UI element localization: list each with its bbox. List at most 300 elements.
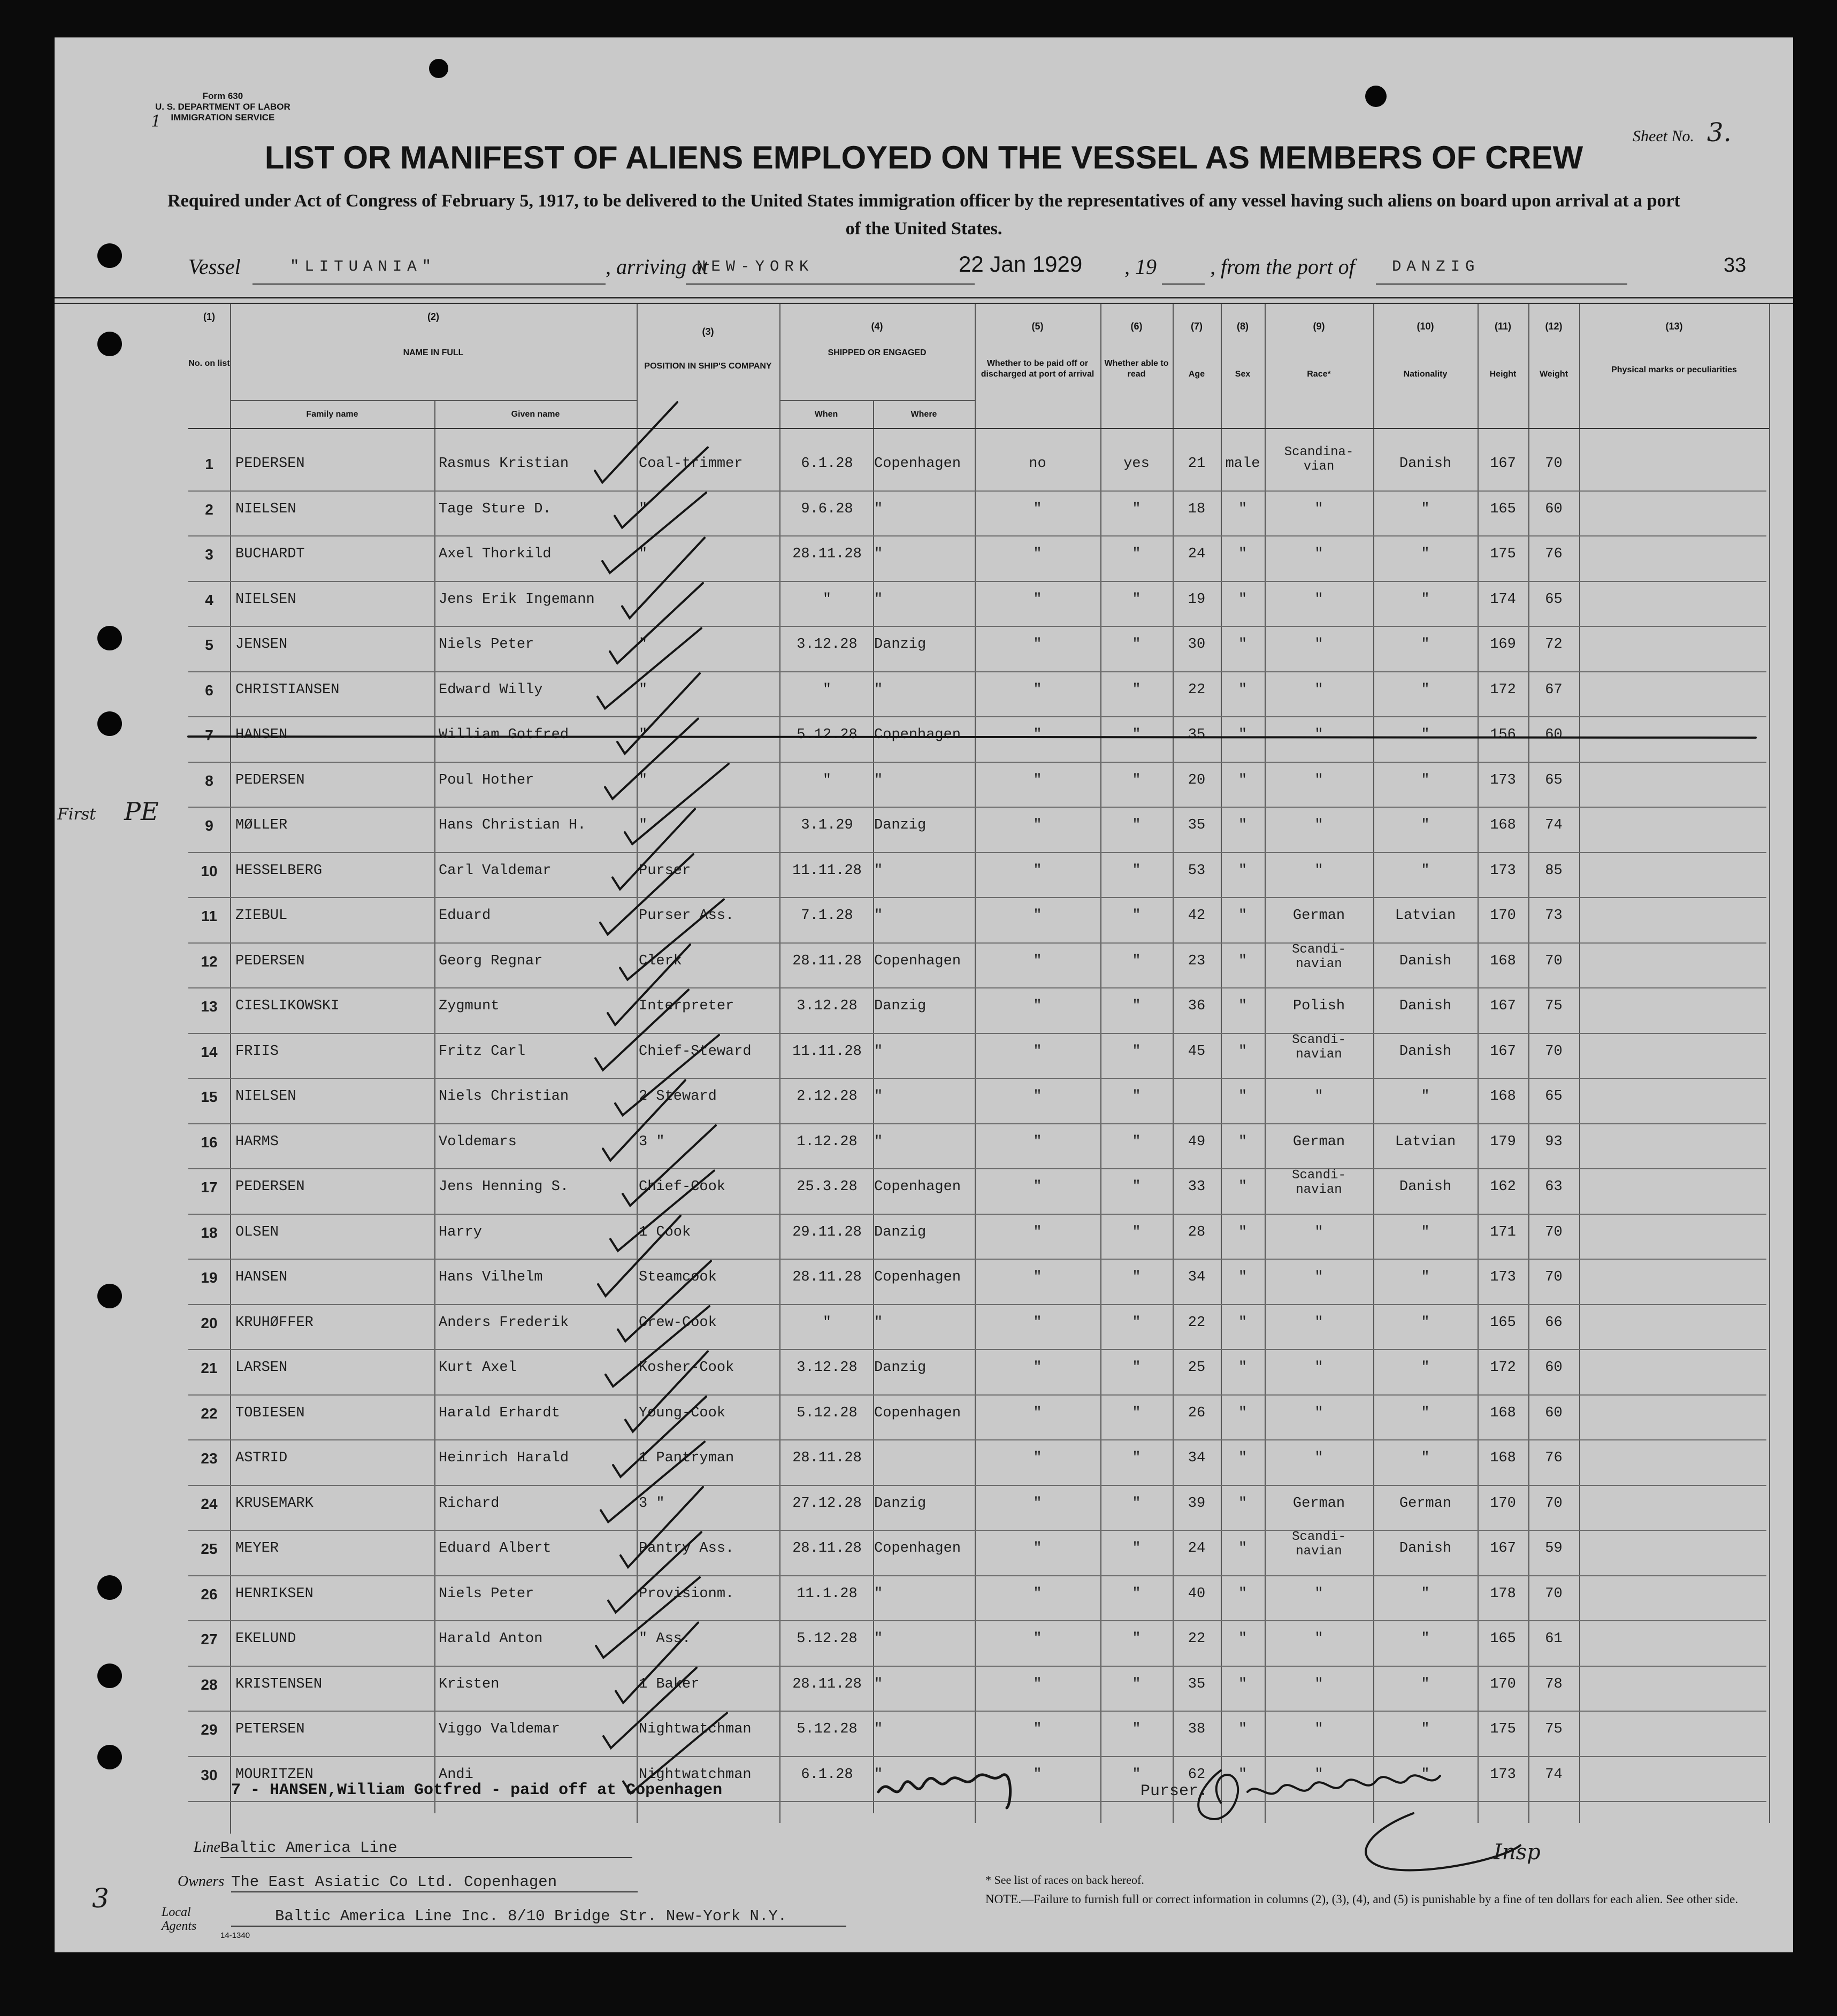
paid-off: " [1033, 1676, 1042, 1692]
nationality: " [1421, 1631, 1430, 1647]
family-name: OLSEN [235, 1224, 279, 1240]
race: " [1314, 1314, 1323, 1331]
form-label: Form 630 [202, 91, 243, 101]
given-name: William Gotfred [439, 727, 569, 743]
check-tick [613, 809, 695, 890]
paid-off: " [1033, 1043, 1042, 1060]
shipped-when: " [822, 681, 832, 698]
column-number: (8) [1237, 321, 1249, 332]
paid-off: " [1033, 1766, 1042, 1783]
page-subtitle: Required under Act of Congress of February 5, 1917, to be delivered to the United States immigration officer by the representatives of any vessel having such aliens on board upon arrival at a port of the United States. [167, 191, 1680, 239]
position: " Ass. [639, 1631, 691, 1647]
position: " [639, 772, 648, 788]
given-name: Viggo Valdemar [439, 1721, 560, 1737]
column-number: (2) [427, 311, 439, 322]
column-number: (1) [203, 311, 215, 322]
paid-off: " [1033, 1360, 1042, 1376]
position: 1 Baker [639, 1676, 700, 1692]
given-name: Carl Valdemar [439, 862, 552, 879]
given-name: Jens Erik Ingemann [439, 591, 595, 608]
shipped-where: Danzig [874, 998, 927, 1014]
given-name: Georg Regnar [439, 953, 543, 969]
height: 167 [1490, 1043, 1516, 1060]
family-name: HENRIKSEN [235, 1585, 313, 1602]
shipped-when: " [822, 1314, 832, 1331]
check-tick [623, 1125, 716, 1206]
crew-count: 33 [1724, 254, 1747, 277]
line-label: Line [194, 1839, 220, 1856]
paid-off: " [1033, 953, 1042, 969]
paid-off: " [1033, 817, 1042, 833]
paid-off: " [1033, 1224, 1042, 1240]
given-name: Richard [439, 1495, 500, 1512]
nationality: " [1421, 546, 1430, 562]
row-number: 19 [201, 1269, 218, 1286]
position: 1 Cook [639, 1224, 691, 1240]
sex: " [1238, 998, 1247, 1014]
family-name: PEDERSEN [235, 1179, 305, 1195]
given-name: Harry [439, 1224, 483, 1240]
position: 3 " [639, 1133, 665, 1150]
column-number: (12) [1545, 321, 1563, 332]
line-name: Baltic America Line [220, 1839, 397, 1857]
able-to-read: " [1132, 727, 1141, 743]
height: 165 [1490, 1631, 1516, 1647]
family-name: PEDERSEN [235, 772, 305, 788]
row-number: 17 [201, 1179, 218, 1195]
position: Chief-Steward [639, 1043, 752, 1060]
age: 30 [1188, 637, 1206, 653]
weight: 70 [1545, 1495, 1563, 1512]
race: Scandi- navian [1292, 1032, 1346, 1062]
margin-tick: 1 [151, 112, 162, 131]
check-tick [625, 764, 729, 844]
position: " [639, 727, 648, 743]
family-name: EKELUND [235, 1631, 296, 1647]
paid-off: " [1033, 1585, 1042, 1602]
height: 168 [1490, 1450, 1516, 1466]
given-name: Harald Erhardt [439, 1405, 560, 1421]
check-tick [620, 900, 724, 980]
race: " [1314, 772, 1323, 788]
paid-off: no [1029, 456, 1046, 472]
check-tick [621, 1487, 703, 1567]
shipped-where: Danzig [874, 1360, 927, 1376]
position: " [639, 681, 648, 698]
able-to-read: " [1132, 1405, 1141, 1421]
year-label: , 19 [1124, 255, 1157, 279]
race: " [1314, 1450, 1323, 1466]
shipped-when: 5.12.28 [797, 1405, 858, 1421]
nationality: Latvian [1395, 1133, 1456, 1150]
nationality: " [1421, 1269, 1430, 1285]
header-given-name: Given name [511, 410, 560, 419]
weight: 74 [1545, 817, 1563, 833]
shipped-where: " [874, 1766, 883, 1783]
sex: " [1238, 908, 1247, 924]
shipped-when: 9.6.28 [801, 501, 853, 517]
position: Young-Cook [639, 1405, 726, 1421]
paid-off: " [1033, 772, 1042, 788]
paid-off: " [1033, 591, 1042, 608]
position: Pantry Ass. [639, 1540, 734, 1557]
age: 22 [1188, 681, 1206, 698]
shipped-where: " [874, 1721, 883, 1737]
given-name: Heinrich Harald [439, 1450, 569, 1466]
family-name: JENSEN [235, 637, 288, 653]
nationality: " [1421, 1450, 1430, 1466]
header-physical-marks: Physical marks or peculiarities [1611, 365, 1737, 374]
row-number: 7 [205, 727, 213, 743]
position: Chief-Cook [639, 1179, 726, 1195]
height: 168 [1490, 1089, 1516, 1105]
race: " [1314, 1721, 1323, 1737]
able-to-read: " [1132, 591, 1141, 608]
from-port-label: , from the port of [1210, 255, 1355, 279]
paid-off: " [1033, 1540, 1042, 1557]
sheet-number-value: 3. [1706, 118, 1732, 148]
sex: " [1238, 1133, 1247, 1150]
shipped-when: 2.12.28 [797, 1089, 858, 1105]
able-to-read: " [1132, 501, 1141, 517]
given-name: Niels Christian [439, 1089, 569, 1105]
check-tick [605, 719, 698, 799]
sex: " [1238, 1089, 1247, 1105]
family-name: BUCHARDT [235, 546, 305, 562]
height: 173 [1490, 1269, 1516, 1285]
able-to-read: " [1132, 1721, 1141, 1737]
check-tick [610, 583, 703, 663]
given-name: Hans Vilhelm [439, 1269, 543, 1285]
race: German [1292, 1133, 1345, 1150]
age: 20 [1188, 772, 1206, 788]
shipped-when: 28.11.28 [792, 546, 862, 562]
given-name: Kurt Axel [439, 1360, 517, 1376]
weight: 60 [1545, 1360, 1563, 1376]
family-name: PETERSEN [235, 1721, 305, 1737]
position: 1 Pantryman [639, 1450, 734, 1466]
sex: " [1238, 1721, 1247, 1737]
sex: " [1238, 1495, 1247, 1512]
column-number: (5) [1031, 321, 1044, 332]
nationality: " [1421, 1360, 1430, 1376]
nationality: " [1421, 1766, 1430, 1783]
height: 173 [1490, 862, 1516, 879]
sex: " [1238, 817, 1247, 833]
given-name: Fritz Carl [439, 1043, 526, 1060]
paid-off: " [1033, 501, 1042, 517]
weight: 60 [1545, 501, 1563, 517]
family-name: TOBIESEN [235, 1405, 305, 1421]
header-when: When [814, 410, 838, 419]
row-number: 11 [201, 908, 217, 924]
sheet-label: Sheet No. [1633, 127, 1694, 145]
shipped-where: Danzig [874, 637, 927, 653]
age: 22 [1188, 1631, 1206, 1647]
given-name: Harald Anton [439, 1631, 543, 1647]
sex: " [1238, 1766, 1247, 1783]
family-name: ASTRID [235, 1450, 288, 1466]
height: 174 [1490, 591, 1516, 608]
height: 170 [1490, 1495, 1516, 1512]
age: 42 [1188, 908, 1206, 924]
shipped-where: Copenhagen [874, 1179, 961, 1195]
nationality: " [1421, 1405, 1430, 1421]
weight: 78 [1545, 1676, 1563, 1692]
race: " [1314, 637, 1323, 653]
header-family-name: Family name [306, 410, 358, 419]
row-number: 26 [201, 1585, 218, 1603]
sex: " [1238, 1043, 1247, 1060]
position: 3 " [639, 1495, 665, 1512]
row-number: 3 [205, 546, 213, 563]
row-number: 20 [201, 1314, 218, 1331]
sex: " [1238, 681, 1247, 698]
given-name: Hans Christian H. [439, 817, 586, 833]
weight: 59 [1545, 1540, 1563, 1557]
shipped-where: " [874, 546, 883, 562]
check-tick [603, 1080, 685, 1161]
shipped-when: 28.11.28 [792, 1269, 862, 1285]
check-tick [595, 990, 688, 1070]
paid-off: " [1033, 1133, 1042, 1150]
able-to-read: " [1132, 1631, 1141, 1647]
position: " [639, 546, 648, 562]
purser-signature [878, 1775, 1011, 1808]
age: 26 [1188, 1405, 1206, 1421]
header-no-on-list: No. on list [188, 359, 230, 368]
weight: 67 [1545, 681, 1563, 698]
race: " [1314, 501, 1323, 517]
family-name: CIESLIKOWSKI [235, 998, 340, 1014]
inspector-signature [1198, 1770, 1520, 1870]
weight: 85 [1545, 862, 1563, 879]
able-to-read: " [1132, 1133, 1141, 1150]
shipped-where: " [874, 1043, 883, 1060]
header-nationality: Nationality [1403, 370, 1448, 379]
family-name: KRUHØFFER [235, 1314, 313, 1331]
handwriting-overlay [55, 37, 1793, 1952]
shipped-where: " [874, 501, 883, 517]
age: 45 [1188, 1043, 1206, 1060]
family-name: MØLLER [235, 817, 288, 833]
check-tick [613, 1397, 706, 1477]
nationality: " [1421, 591, 1430, 608]
able-to-read: " [1132, 772, 1141, 788]
shipped-when: 1.12.28 [797, 1133, 858, 1150]
row-number: 18 [201, 1224, 218, 1241]
family-name: FRIIS [235, 1043, 279, 1060]
nationality: " [1421, 1314, 1430, 1331]
able-to-read: " [1132, 637, 1141, 653]
height: 167 [1490, 998, 1516, 1014]
position: Nightwatchman [639, 1721, 752, 1737]
family-name: HESSELBERG [235, 862, 323, 879]
owners-name: The East Asiatic Co Ltd. Copenhagen [231, 1873, 557, 1891]
check-tick [608, 1532, 701, 1613]
paid-off: " [1033, 1721, 1042, 1737]
column-number: (4) [871, 321, 883, 332]
shipped-when: 7.1.28 [801, 908, 853, 924]
weight: 63 [1545, 1179, 1563, 1195]
row-number: 28 [201, 1676, 218, 1693]
shipped-when: 27.12.28 [792, 1495, 862, 1512]
position: Interpreter [639, 998, 734, 1014]
given-name: Poul Hother [439, 772, 534, 788]
column-number: (6) [1130, 321, 1143, 332]
shipped-where: " [874, 1676, 883, 1692]
shipped-when: " [822, 591, 832, 608]
row-number: 16 [201, 1133, 218, 1151]
margin-note-first: First [57, 805, 96, 824]
paid-off: " [1033, 908, 1042, 924]
age: 19 [1188, 591, 1206, 608]
agents-name: Baltic America Line Inc. 8/10 Bridge Str. New-York N.Y. [275, 1907, 787, 1925]
check-tick [595, 402, 677, 482]
race: " [1314, 1089, 1323, 1105]
inspector-abbrev: Insp [1494, 1840, 1541, 1865]
shipped-where: " [874, 1631, 883, 1647]
nationality: " [1421, 501, 1430, 517]
sex: " [1238, 1360, 1247, 1376]
nationality: " [1421, 1721, 1430, 1737]
height: 167 [1490, 456, 1516, 472]
able-to-read: " [1132, 1224, 1141, 1240]
shipped-when: 5.12.28 [797, 1721, 858, 1737]
height: 162 [1490, 1179, 1516, 1195]
position: Crew-Cook [639, 1314, 717, 1331]
check-tick [600, 854, 693, 934]
page-title: LIST OR MANIFEST OF ALIENS EMPLOYED ON THE VESSEL AS MEMBERS OF CREW [264, 140, 1583, 175]
shipped-when: 28.11.28 [792, 1676, 862, 1692]
header-able-to-read: Whether able to read [1104, 359, 1169, 379]
shipped-when: 28.11.28 [792, 1540, 862, 1557]
paid-off: " [1033, 1405, 1042, 1421]
shipped-where: " [874, 1133, 883, 1150]
weight: 60 [1545, 727, 1563, 743]
nationality: Danish [1399, 1179, 1452, 1195]
shipped-when: 11.11.28 [792, 1043, 862, 1060]
shipped-when: 25.3.28 [797, 1179, 858, 1195]
height: 179 [1490, 1133, 1516, 1150]
row-number: 15 [201, 1089, 218, 1105]
shipped-where: " [874, 908, 883, 924]
sex: " [1238, 1224, 1247, 1240]
position: Kosher-Cook [639, 1360, 734, 1376]
nationality: German [1399, 1495, 1452, 1512]
family-name: ZIEBUL [235, 908, 288, 924]
given-name: Voldemars [439, 1133, 517, 1150]
paid-off: " [1033, 998, 1042, 1014]
header-where: Where [910, 410, 937, 419]
family-name: KRUSEMARK [235, 1495, 313, 1512]
family-name: NIELSEN [235, 501, 296, 517]
able-to-read: " [1132, 1179, 1141, 1195]
check-tick [601, 1442, 705, 1522]
family-name: MOURITZEN [235, 1766, 313, 1783]
weight: 66 [1545, 1314, 1563, 1331]
position: 2 Steward [639, 1089, 717, 1105]
race-note: * See list of races on back hereof. [985, 1873, 1144, 1887]
race: Scandi- navian [1292, 942, 1346, 971]
check-tick [598, 628, 701, 709]
paid-off: " [1033, 862, 1042, 879]
shipped-where: " [874, 772, 883, 788]
paid-off: " [1033, 1269, 1042, 1285]
sex: " [1238, 772, 1247, 788]
sex: " [1238, 1314, 1247, 1331]
shipped-where: " [874, 591, 883, 608]
age: 21 [1188, 456, 1206, 472]
check-tick [625, 1352, 708, 1432]
check-tick [606, 1306, 709, 1386]
paid-off: " [1033, 727, 1042, 743]
family-name: PEDERSEN [235, 456, 305, 472]
shipped-where: Danzig [874, 817, 927, 833]
position: Steamcook [639, 1269, 717, 1285]
header-age: Age [1188, 370, 1205, 379]
height: 168 [1490, 817, 1516, 833]
position: " [639, 501, 648, 517]
row-number: 29 [201, 1721, 218, 1738]
weight: 76 [1545, 1450, 1563, 1466]
family-name: HANSEN [235, 727, 288, 743]
shipped-when: 3.12.28 [797, 637, 858, 653]
paid-off: " [1033, 1450, 1042, 1466]
paid-off: " [1033, 1089, 1042, 1105]
sex: " [1238, 1676, 1247, 1692]
position: Purser [639, 862, 691, 879]
check-tick [608, 945, 690, 1025]
given-name: Zygmunt [439, 998, 500, 1014]
family-name: HANSEN [235, 1269, 288, 1285]
row-number: 5 [205, 637, 213, 653]
race: " [1314, 817, 1323, 833]
weight: 70 [1545, 456, 1563, 472]
given-name: Niels Peter [439, 637, 534, 653]
race: " [1314, 1676, 1323, 1692]
owners-label: Owners [178, 1873, 225, 1890]
shipped-when: 6.1.28 [801, 1766, 853, 1783]
race: " [1314, 1360, 1323, 1376]
race: " [1314, 1224, 1323, 1240]
nationality: " [1421, 772, 1430, 788]
departure-port: DANZIG [1392, 258, 1480, 275]
given-name: Eduard Albert [439, 1540, 552, 1557]
shipped-where: Copenhagen [874, 1405, 961, 1421]
able-to-read: " [1132, 1495, 1141, 1512]
height: 172 [1490, 681, 1516, 698]
shipped-where: " [874, 862, 883, 879]
able-to-read: " [1132, 1089, 1141, 1105]
shipped-when: 11.11.28 [792, 862, 862, 879]
weight: 70 [1545, 1043, 1563, 1060]
row-number: 14 [201, 1043, 218, 1060]
race: " [1314, 1585, 1323, 1602]
height: 168 [1490, 953, 1516, 969]
sex: " [1238, 591, 1247, 608]
age: 36 [1188, 998, 1206, 1014]
height: 175 [1490, 1721, 1516, 1737]
sex: " [1238, 727, 1247, 743]
race: Scandi- navian [1292, 1168, 1346, 1197]
given-name: Kristen [439, 1676, 500, 1692]
sex: " [1238, 1450, 1247, 1466]
position: Purser Ass. [639, 908, 734, 924]
sex: " [1238, 1405, 1247, 1421]
family-name: CHRISTIANSEN [235, 681, 340, 698]
nationality: " [1421, 1585, 1430, 1602]
